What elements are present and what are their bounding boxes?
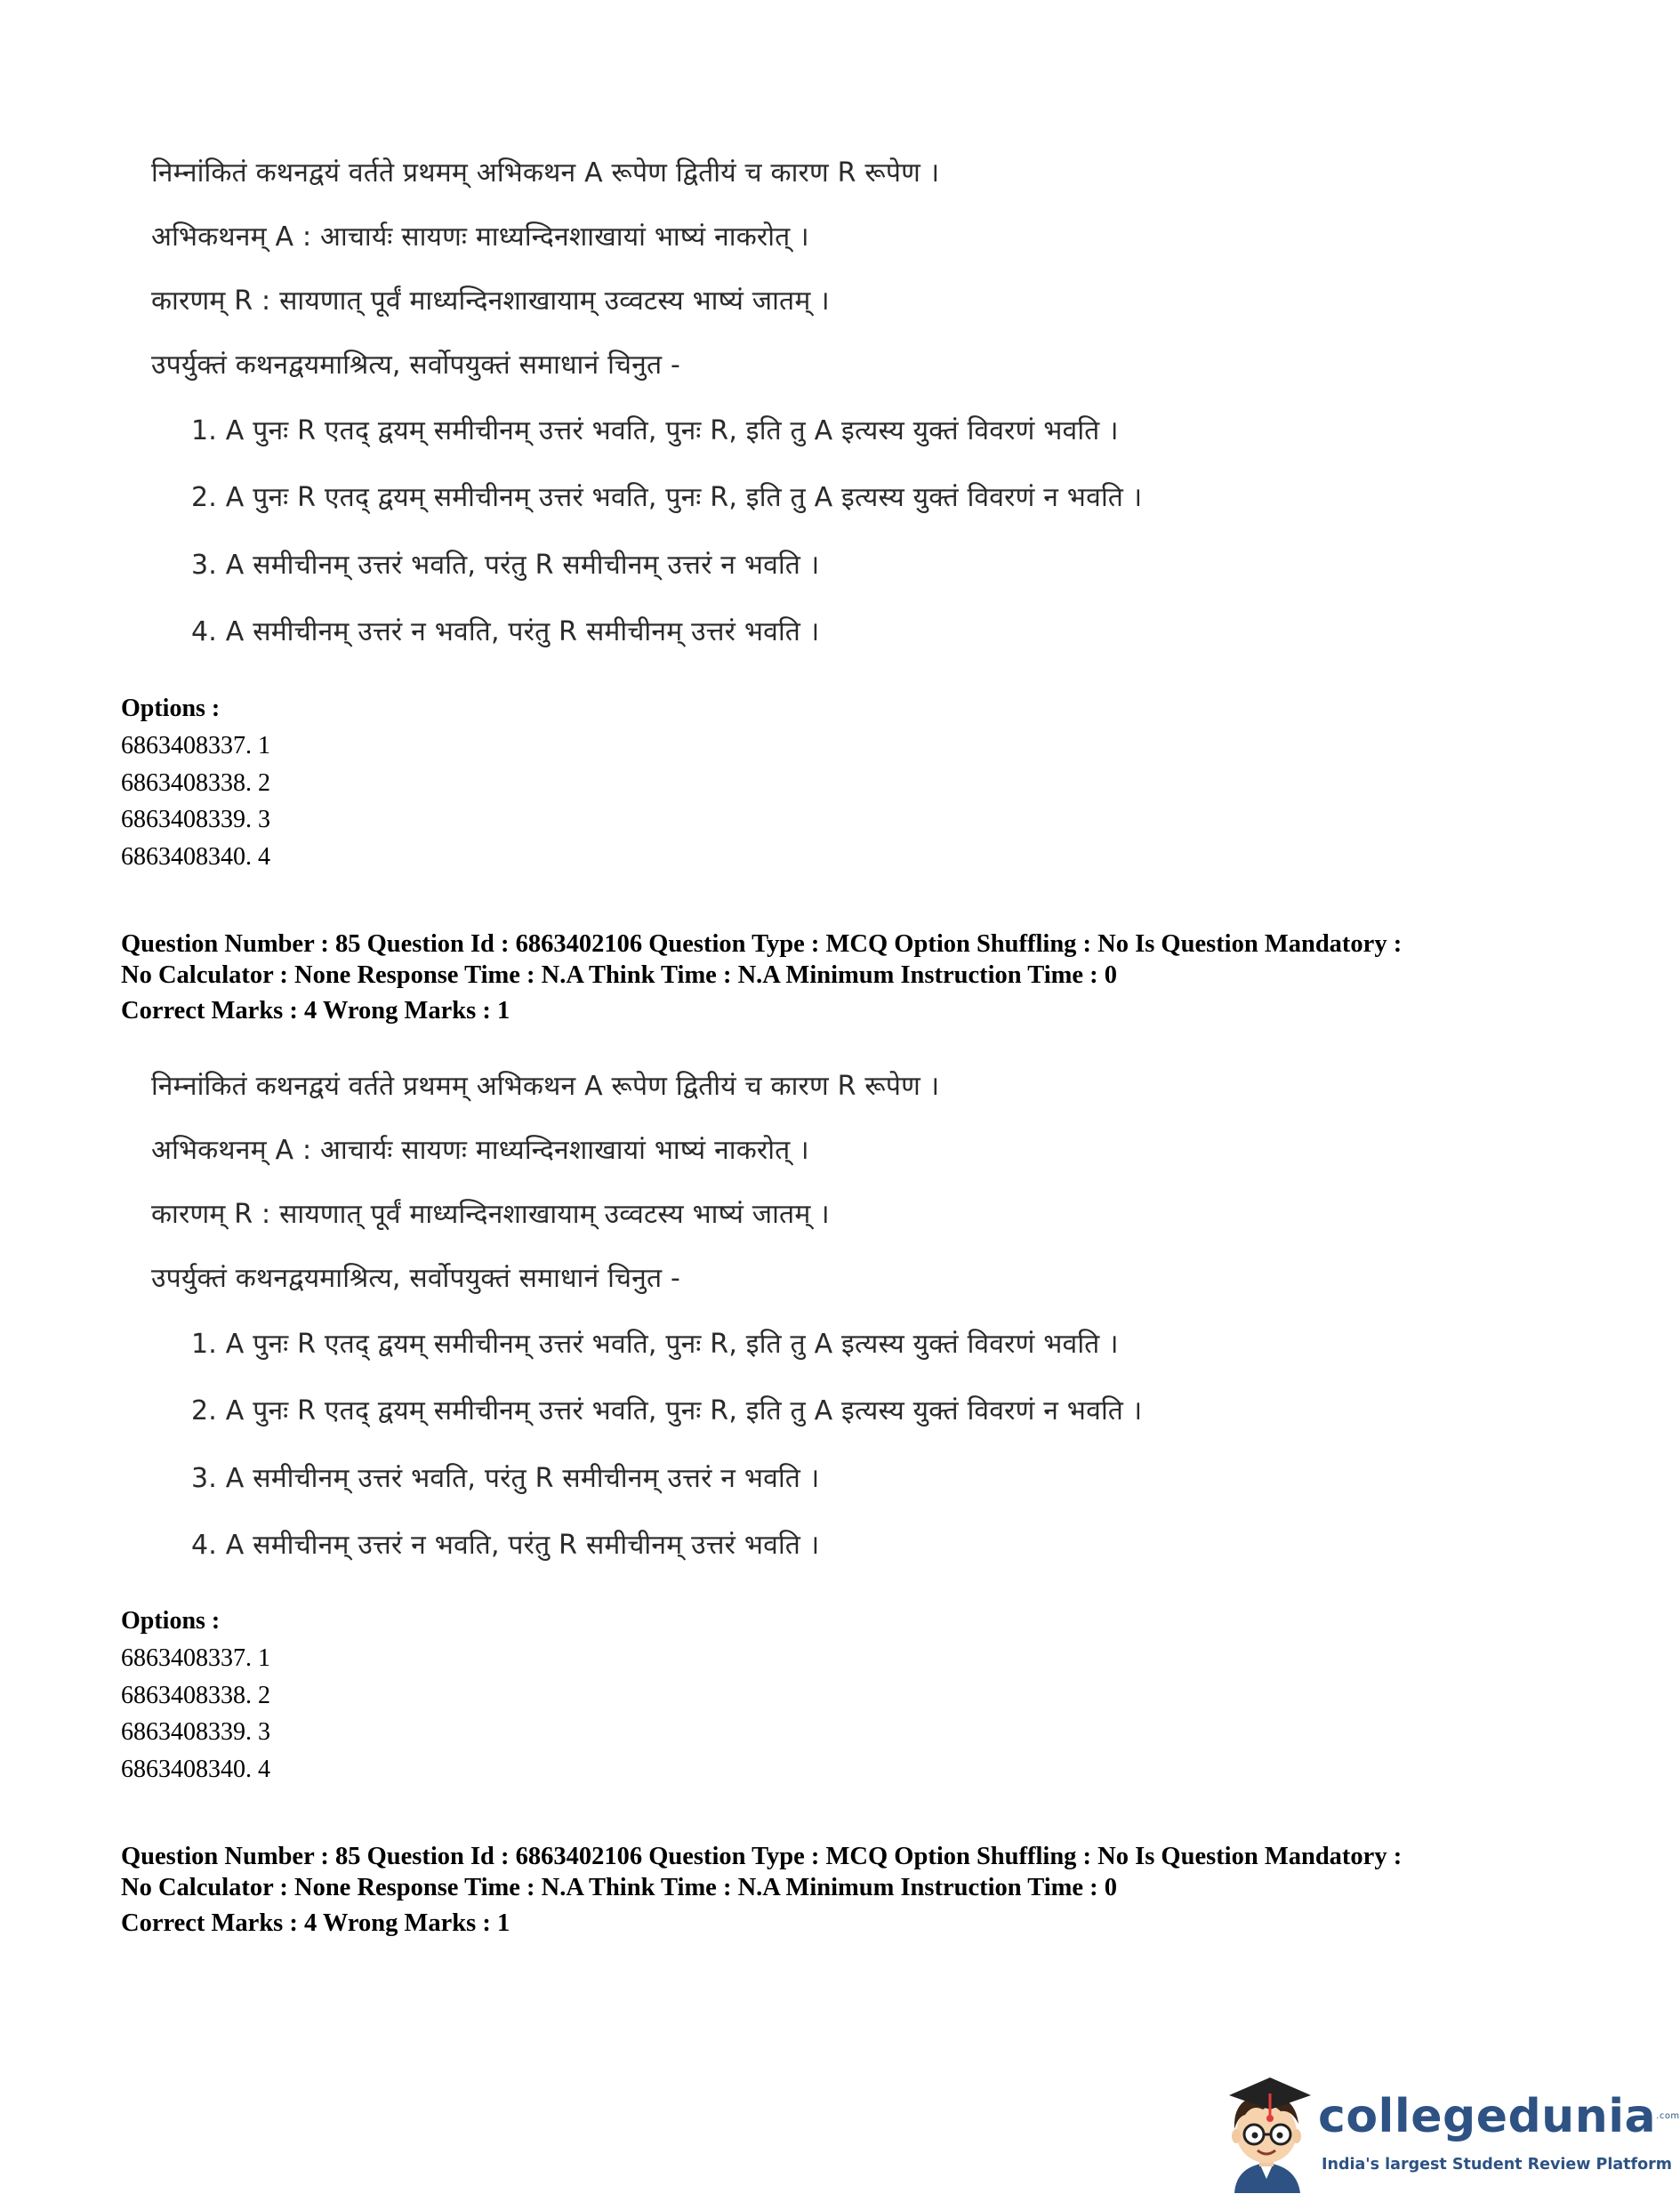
option-item-2: 6863408338. 2 xyxy=(121,768,270,797)
question-meta-1 xyxy=(121,928,1562,1026)
options-section-1 xyxy=(121,690,270,875)
option-item-2: 6863408338. 2 xyxy=(121,1681,270,1709)
options-title: Options : xyxy=(121,1607,221,1635)
question-instruction: उपर्युक्तं कथनद्वयमाश्रित्य, सर्वोपयुक्तं समाधानं चिनुत - xyxy=(151,350,681,381)
question-meta-2 xyxy=(121,1841,1562,1939)
collegedunia-logo xyxy=(1210,2070,1680,2195)
assertion-statement: अभिकथनम् A : आचार्यः सायणः माध्यन्दिनशाखायां भाष्यं नाकरोत् । xyxy=(151,221,809,253)
student-mascot-icon xyxy=(1210,2070,1325,2195)
option-item-1: 6863408337. 1 xyxy=(121,1644,270,1672)
meta-line-marks: Correct Marks : 4 Wrong Marks : 1 xyxy=(121,997,510,1025)
option-item-4: 6863408340. 4 xyxy=(121,842,270,871)
choice-3: 3. A समीचीनम् उत्तरं भवति, परंतु R समीचीनम् उत्तरं न भवति । xyxy=(191,550,820,581)
option-item-3: 6863408339. 3 xyxy=(121,806,270,833)
reason-statement: कारणम् R : सायणात् पूर्वं माध्यन्दिनशाखायाम् उव्वटस्य भाष्यं जातम् । xyxy=(151,285,830,317)
choice-3: 3. A समीचीनम् उत्तरं भवति, परंतु R समीचीनम् उत्तरं न भवति । xyxy=(191,1463,820,1494)
options-list xyxy=(121,727,270,875)
meta-line-question-info: Question Number : 85 Question Id : 6863402106 Question Type : MCQ Option Shuffling : No Is Question Mandatory : xyxy=(121,1843,1403,1870)
options-list xyxy=(121,1640,270,1788)
choice-1: 1. A पुनः R एतद् द्वयम् समीचीनम् उत्तरं भवति, पुनः R, इति तु A इत्यस्य युक्तं विवरणं भवति । xyxy=(191,1329,1119,1360)
choice-4: 4. A समीचीनम् उत्तरं न भवति, परंतु R समीचीनम् उत्तरं भवति । xyxy=(191,1530,820,1561)
logo-name: collegedunia xyxy=(1318,2090,1657,2143)
logo-wordmark xyxy=(1318,2090,1680,2143)
logo-tagline: India's largest Student Review Platform xyxy=(1322,2156,1672,2174)
choice-2: 2. A पुनः R एतद् द्वयम् समीचीनम् उत्तरं भवति, पुनः R, इति तु A इत्यस्य युक्तं विवरणं न भवति । xyxy=(191,1395,1143,1426)
option-item-1: 6863408337. 1 xyxy=(121,732,270,759)
question-instruction: उपर्युक्तं कथनद्वयमाश्रित्य, सर्वोपयुक्तं समाधानं चिनुत - xyxy=(151,1263,681,1294)
question-image-2 xyxy=(151,1066,1396,1564)
option-item-4: 6863408340. 4 xyxy=(121,1755,270,1783)
meta-line-timing: No Calculator : None Response Time : N.A Think Time : N.A Minimum Instruction Time : 0 xyxy=(121,961,1118,989)
logo-dotcom: .com xyxy=(1656,2111,1680,2121)
question-image-1 xyxy=(151,153,1396,651)
meta-line-timing: No Calculator : None Response Time : N.A Think Time : N.A Minimum Instruction Time : 0 xyxy=(121,1874,1118,1901)
choice-2: 2. A पुनः R एतद् द्वयम् समीचीनम् उत्तरं भवति, पुनः R, इति तु A इत्यस्य युक्तं विवरणं न भवति । xyxy=(191,482,1143,513)
choice-4: 4. A समीचीनम् उत्तरं न भवति, परंतु R समीचीनम् उत्तरं भवति । xyxy=(191,616,820,647)
options-title: Options : xyxy=(121,695,221,722)
reason-statement: कारणम् R : सायणात् पूर्वं माध्यन्दिनशाखायाम् उव्वटस्य भाष्यं जातम् । xyxy=(151,1199,830,1230)
choice-1: 1. A पुनः R एतद् द्वयम् समीचीनम् उत्तरं भवति, पुनः R, इति तु A इत्यस्य युक्तं विवरणं भवति । xyxy=(191,415,1119,446)
meta-line-question-info: Question Number : 85 Question Id : 6863402106 Question Type : MCQ Option Shuffling : No Is Question Mandatory : xyxy=(121,930,1403,958)
options-section-2 xyxy=(121,1603,270,1788)
question-intro: निम्नांकितं कथनद्वयं वर्तते प्रथमम् अभिकथन A रूपेण द्वितीयं च कारण R रूपेण । xyxy=(151,157,940,189)
meta-line-marks: Correct Marks : 4 Wrong Marks : 1 xyxy=(121,1909,510,1937)
assertion-statement: अभिकथनम् A : आचार्यः सायणः माध्यन्दिनशाखायां भाष्यं नाकरोत् । xyxy=(151,1135,809,1166)
question-intro: निम्नांकितं कथनद्वयं वर्तते प्रथमम् अभिकथन A रूपेण द्वितीयं च कारण R रूपेण । xyxy=(151,1071,940,1102)
option-item-3: 6863408339. 3 xyxy=(121,1718,270,1746)
